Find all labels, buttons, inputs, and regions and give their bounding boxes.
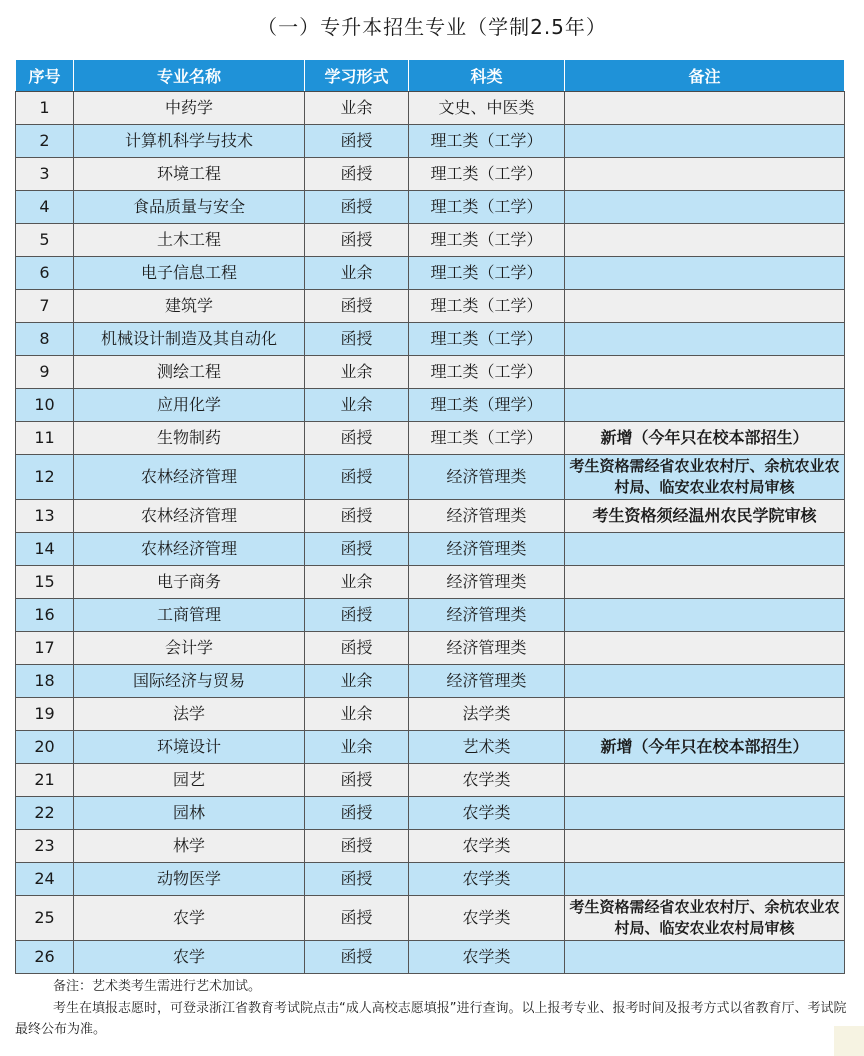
page-title: （一）专升本招生专业（学制2.5年） xyxy=(257,15,607,39)
cell-study-form: 函授 xyxy=(305,632,409,665)
table-row xyxy=(16,665,845,698)
cell-serial-number: 10 xyxy=(16,389,74,422)
cell-serial-number: 12 xyxy=(16,455,74,500)
table-row xyxy=(16,566,845,599)
header-serial-number: 序号 xyxy=(16,60,74,92)
table-row xyxy=(16,764,845,797)
cell-serial-number: 25 xyxy=(16,896,74,941)
cell-study-form: 函授 xyxy=(305,455,409,500)
cell-study-form: 业余 xyxy=(305,566,409,599)
cell-category: 经济管理类 xyxy=(409,455,565,500)
cell-major-name: 测绘工程 xyxy=(74,356,305,389)
table-row xyxy=(16,797,845,830)
cell-category: 经济管理类 xyxy=(409,665,565,698)
cell-serial-number: 11 xyxy=(16,422,74,455)
cell-category: 理工类（工学） xyxy=(409,323,565,356)
cell-note xyxy=(565,599,845,632)
cell-major-name: 园艺 xyxy=(74,764,305,797)
cell-serial-number: 26 xyxy=(16,941,74,974)
cell-study-form: 函授 xyxy=(305,941,409,974)
cell-category: 理工类（工学） xyxy=(409,158,565,191)
cell-category: 理工类（理学） xyxy=(409,389,565,422)
cell-note xyxy=(565,224,845,257)
cell-note xyxy=(565,764,845,797)
cell-category: 农学类 xyxy=(409,896,565,941)
cell-note: 新增（今年只在校本部招生） xyxy=(565,731,845,764)
table-row xyxy=(16,896,845,941)
cell-study-form: 函授 xyxy=(305,764,409,797)
footnote-art-exam: 备注：艺术类考生需进行艺术加试。 xyxy=(53,979,262,994)
cell-category: 农学类 xyxy=(409,764,565,797)
cell-category: 经济管理类 xyxy=(409,533,565,566)
table-row xyxy=(16,92,845,125)
cell-category: 经济管理类 xyxy=(409,566,565,599)
cell-major-name: 建筑学 xyxy=(74,290,305,323)
cell-serial-number: 5 xyxy=(16,224,74,257)
table-row xyxy=(16,389,845,422)
table-row xyxy=(16,599,845,632)
cell-major-name: 农林经济管理 xyxy=(74,455,305,500)
cell-study-form: 业余 xyxy=(305,698,409,731)
cell-study-form: 函授 xyxy=(305,158,409,191)
cell-note xyxy=(565,533,845,566)
table-row xyxy=(16,632,845,665)
cell-major-name: 环境工程 xyxy=(74,158,305,191)
cell-category: 理工类（工学） xyxy=(409,191,565,224)
cell-major-name: 工商管理 xyxy=(74,599,305,632)
cell-serial-number: 17 xyxy=(16,632,74,665)
table-row xyxy=(16,257,845,290)
cell-major-name: 环境设计 xyxy=(74,731,305,764)
table-body xyxy=(16,92,845,974)
cell-category: 艺术类 xyxy=(409,731,565,764)
cell-category: 理工类（工学） xyxy=(409,125,565,158)
cell-note xyxy=(565,92,845,125)
cell-study-form: 业余 xyxy=(305,665,409,698)
cell-major-name: 园林 xyxy=(74,797,305,830)
cell-major-name: 农学 xyxy=(74,941,305,974)
table-row xyxy=(16,125,845,158)
cell-study-form: 函授 xyxy=(305,863,409,896)
table-row xyxy=(16,830,845,863)
cell-study-form: 函授 xyxy=(305,224,409,257)
cell-serial-number: 19 xyxy=(16,698,74,731)
cell-note xyxy=(565,290,845,323)
cell-serial-number: 9 xyxy=(16,356,74,389)
cell-serial-number: 20 xyxy=(16,731,74,764)
cell-note xyxy=(565,698,845,731)
cell-major-name: 农林经济管理 xyxy=(74,533,305,566)
cell-serial-number: 16 xyxy=(16,599,74,632)
cell-study-form: 业余 xyxy=(305,731,409,764)
table-row xyxy=(16,941,845,974)
cell-major-name: 会计学 xyxy=(74,632,305,665)
cell-note: 考生资格需经省农业农村厅、余杭农业农村局、临安农业农村局审核 xyxy=(565,455,845,500)
cell-note: 新增（今年只在校本部招生） xyxy=(565,422,845,455)
cell-study-form: 业余 xyxy=(305,92,409,125)
cell-serial-number: 13 xyxy=(16,500,74,533)
cell-major-name: 土木工程 xyxy=(74,224,305,257)
cell-category: 经济管理类 xyxy=(409,500,565,533)
cell-serial-number: 7 xyxy=(16,290,74,323)
cell-category: 农学类 xyxy=(409,863,565,896)
cell-study-form: 函授 xyxy=(305,797,409,830)
cell-category: 经济管理类 xyxy=(409,599,565,632)
cell-major-name: 中药学 xyxy=(74,92,305,125)
cell-note xyxy=(565,323,845,356)
cell-major-name: 电子商务 xyxy=(74,566,305,599)
cell-major-name: 应用化学 xyxy=(74,389,305,422)
cell-major-name: 计算机科学与技术 xyxy=(74,125,305,158)
cell-note xyxy=(565,863,845,896)
cell-major-name: 生物制药 xyxy=(74,422,305,455)
cell-category: 理工类（工学） xyxy=(409,224,565,257)
cell-category: 文史、中医类 xyxy=(409,92,565,125)
cell-category: 法学类 xyxy=(409,698,565,731)
cell-serial-number: 3 xyxy=(16,158,74,191)
cell-serial-number: 1 xyxy=(16,92,74,125)
page-corner-decoration xyxy=(834,1026,864,1056)
cell-note: 考生资格需经省农业农村厅、余杭农业农村局、临安农业农村局审核 xyxy=(565,896,845,941)
cell-study-form: 函授 xyxy=(305,830,409,863)
cell-note xyxy=(565,158,845,191)
cell-major-name: 农林经济管理 xyxy=(74,500,305,533)
cell-note: 考生资格须经温州农民学院审核 xyxy=(565,500,845,533)
table-row xyxy=(16,224,845,257)
cell-note xyxy=(565,632,845,665)
footnote-application-info: 考生在填报志愿时，可登录浙江省教育考试院点击“成人高校志愿填报”进行查询。以上报考专业、报考时间及报考方式以省教育厅、考试院最终公布为准。 xyxy=(15,1001,847,1037)
cell-category: 理工类（工学） xyxy=(409,422,565,455)
table-row xyxy=(16,863,845,896)
cell-serial-number: 23 xyxy=(16,830,74,863)
cell-note xyxy=(565,566,845,599)
cell-serial-number: 22 xyxy=(16,797,74,830)
cell-study-form: 业余 xyxy=(305,389,409,422)
cell-study-form: 函授 xyxy=(305,896,409,941)
cell-note xyxy=(565,797,845,830)
cell-major-name: 食品质量与安全 xyxy=(74,191,305,224)
cell-study-form: 函授 xyxy=(305,500,409,533)
table-row xyxy=(16,422,845,455)
cell-note xyxy=(565,257,845,290)
header-study-form: 学习形式 xyxy=(305,60,409,92)
cell-serial-number: 4 xyxy=(16,191,74,224)
cell-study-form: 业余 xyxy=(305,356,409,389)
cell-major-name: 动物医学 xyxy=(74,863,305,896)
cell-major-name: 机械设计制造及其自动化 xyxy=(74,323,305,356)
majors-table xyxy=(15,59,845,974)
cell-study-form: 函授 xyxy=(305,422,409,455)
cell-study-form: 函授 xyxy=(305,290,409,323)
header-category: 科类 xyxy=(409,60,565,92)
cell-serial-number: 14 xyxy=(16,533,74,566)
cell-serial-number: 18 xyxy=(16,665,74,698)
cell-major-name: 农学 xyxy=(74,896,305,941)
cell-category: 农学类 xyxy=(409,830,565,863)
cell-category: 理工类（工学） xyxy=(409,290,565,323)
table-row xyxy=(16,158,845,191)
cell-note xyxy=(565,191,845,224)
table-row xyxy=(16,698,845,731)
cell-study-form: 函授 xyxy=(305,599,409,632)
cell-category: 农学类 xyxy=(409,797,565,830)
cell-study-form: 函授 xyxy=(305,323,409,356)
cell-study-form: 函授 xyxy=(305,533,409,566)
header-notes: 备注 xyxy=(565,60,845,92)
cell-note xyxy=(565,665,845,698)
cell-major-name: 林学 xyxy=(74,830,305,863)
cell-major-name: 国际经济与贸易 xyxy=(74,665,305,698)
cell-category: 农学类 xyxy=(409,941,565,974)
cell-serial-number: 15 xyxy=(16,566,74,599)
table-row xyxy=(16,191,845,224)
cell-note xyxy=(565,941,845,974)
table-row xyxy=(16,533,845,566)
cell-serial-number: 21 xyxy=(16,764,74,797)
table-row xyxy=(16,356,845,389)
cell-category: 经济管理类 xyxy=(409,632,565,665)
cell-study-form: 函授 xyxy=(305,125,409,158)
cell-note xyxy=(565,830,845,863)
cell-note xyxy=(565,356,845,389)
table-row xyxy=(16,323,845,356)
cell-major-name: 电子信息工程 xyxy=(74,257,305,290)
cell-serial-number: 2 xyxy=(16,125,74,158)
table-row xyxy=(16,455,845,500)
table-row xyxy=(16,290,845,323)
header-major-name: 专业名称 xyxy=(74,60,305,92)
table-row xyxy=(16,500,845,533)
table-header-row xyxy=(16,60,845,92)
cell-study-form: 业余 xyxy=(305,257,409,290)
cell-category: 理工类（工学） xyxy=(409,356,565,389)
cell-serial-number: 8 xyxy=(16,323,74,356)
cell-major-name: 法学 xyxy=(74,698,305,731)
cell-study-form: 函授 xyxy=(305,191,409,224)
table-row xyxy=(16,731,845,764)
cell-category: 理工类（工学） xyxy=(409,257,565,290)
cell-note xyxy=(565,125,845,158)
cell-serial-number: 24 xyxy=(16,863,74,896)
cell-note xyxy=(565,389,845,422)
cell-serial-number: 6 xyxy=(16,257,74,290)
